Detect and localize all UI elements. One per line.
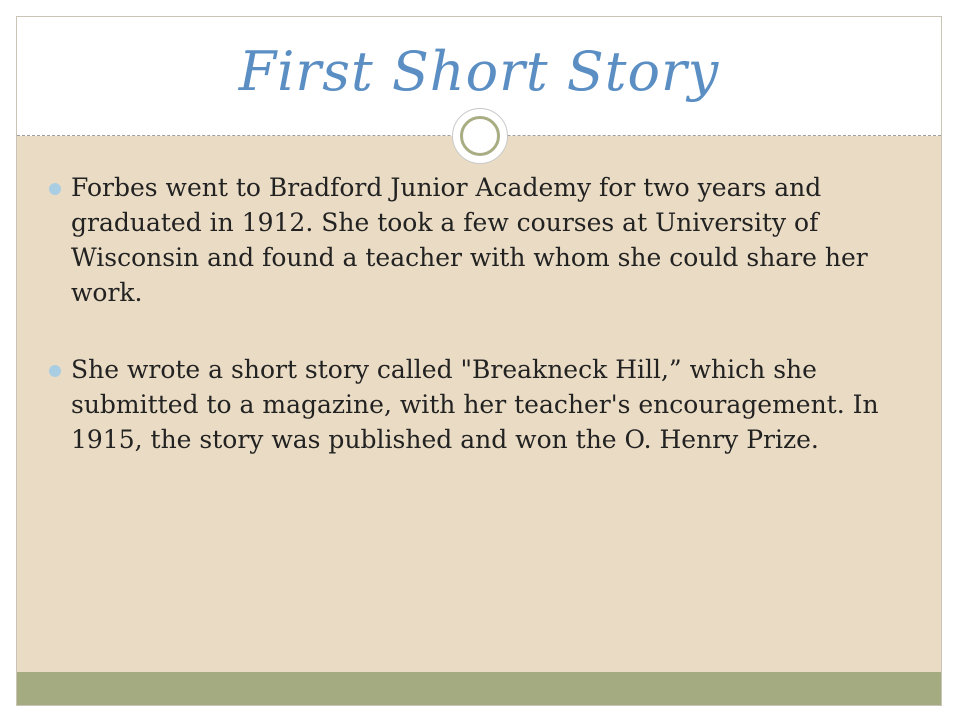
slide	[16, 16, 942, 706]
bullet-text: She wrote a short story called "Breakneck Hill,” which she submitted to a magazine, with her teacher's encouragement. In 1915, the story was published and won the O. Henry Prize.	[71, 355, 879, 454]
bullet-item	[49, 352, 909, 457]
footer-bar	[17, 672, 941, 706]
bullet-item	[49, 170, 909, 310]
bullet-list	[49, 170, 909, 457]
bullet-dot-icon	[49, 183, 61, 195]
bullet-dot-icon	[49, 365, 61, 377]
slide-title: First Short Story	[238, 40, 720, 103]
ring-inner	[460, 116, 500, 156]
ring-ornament-icon	[452, 108, 508, 164]
bullet-text: Forbes went to Bradford Junior Academy for two years and graduated in 1912. She took a few courses at University of Wisconsin and found a teacher with whom she could share her work.	[71, 173, 868, 307]
